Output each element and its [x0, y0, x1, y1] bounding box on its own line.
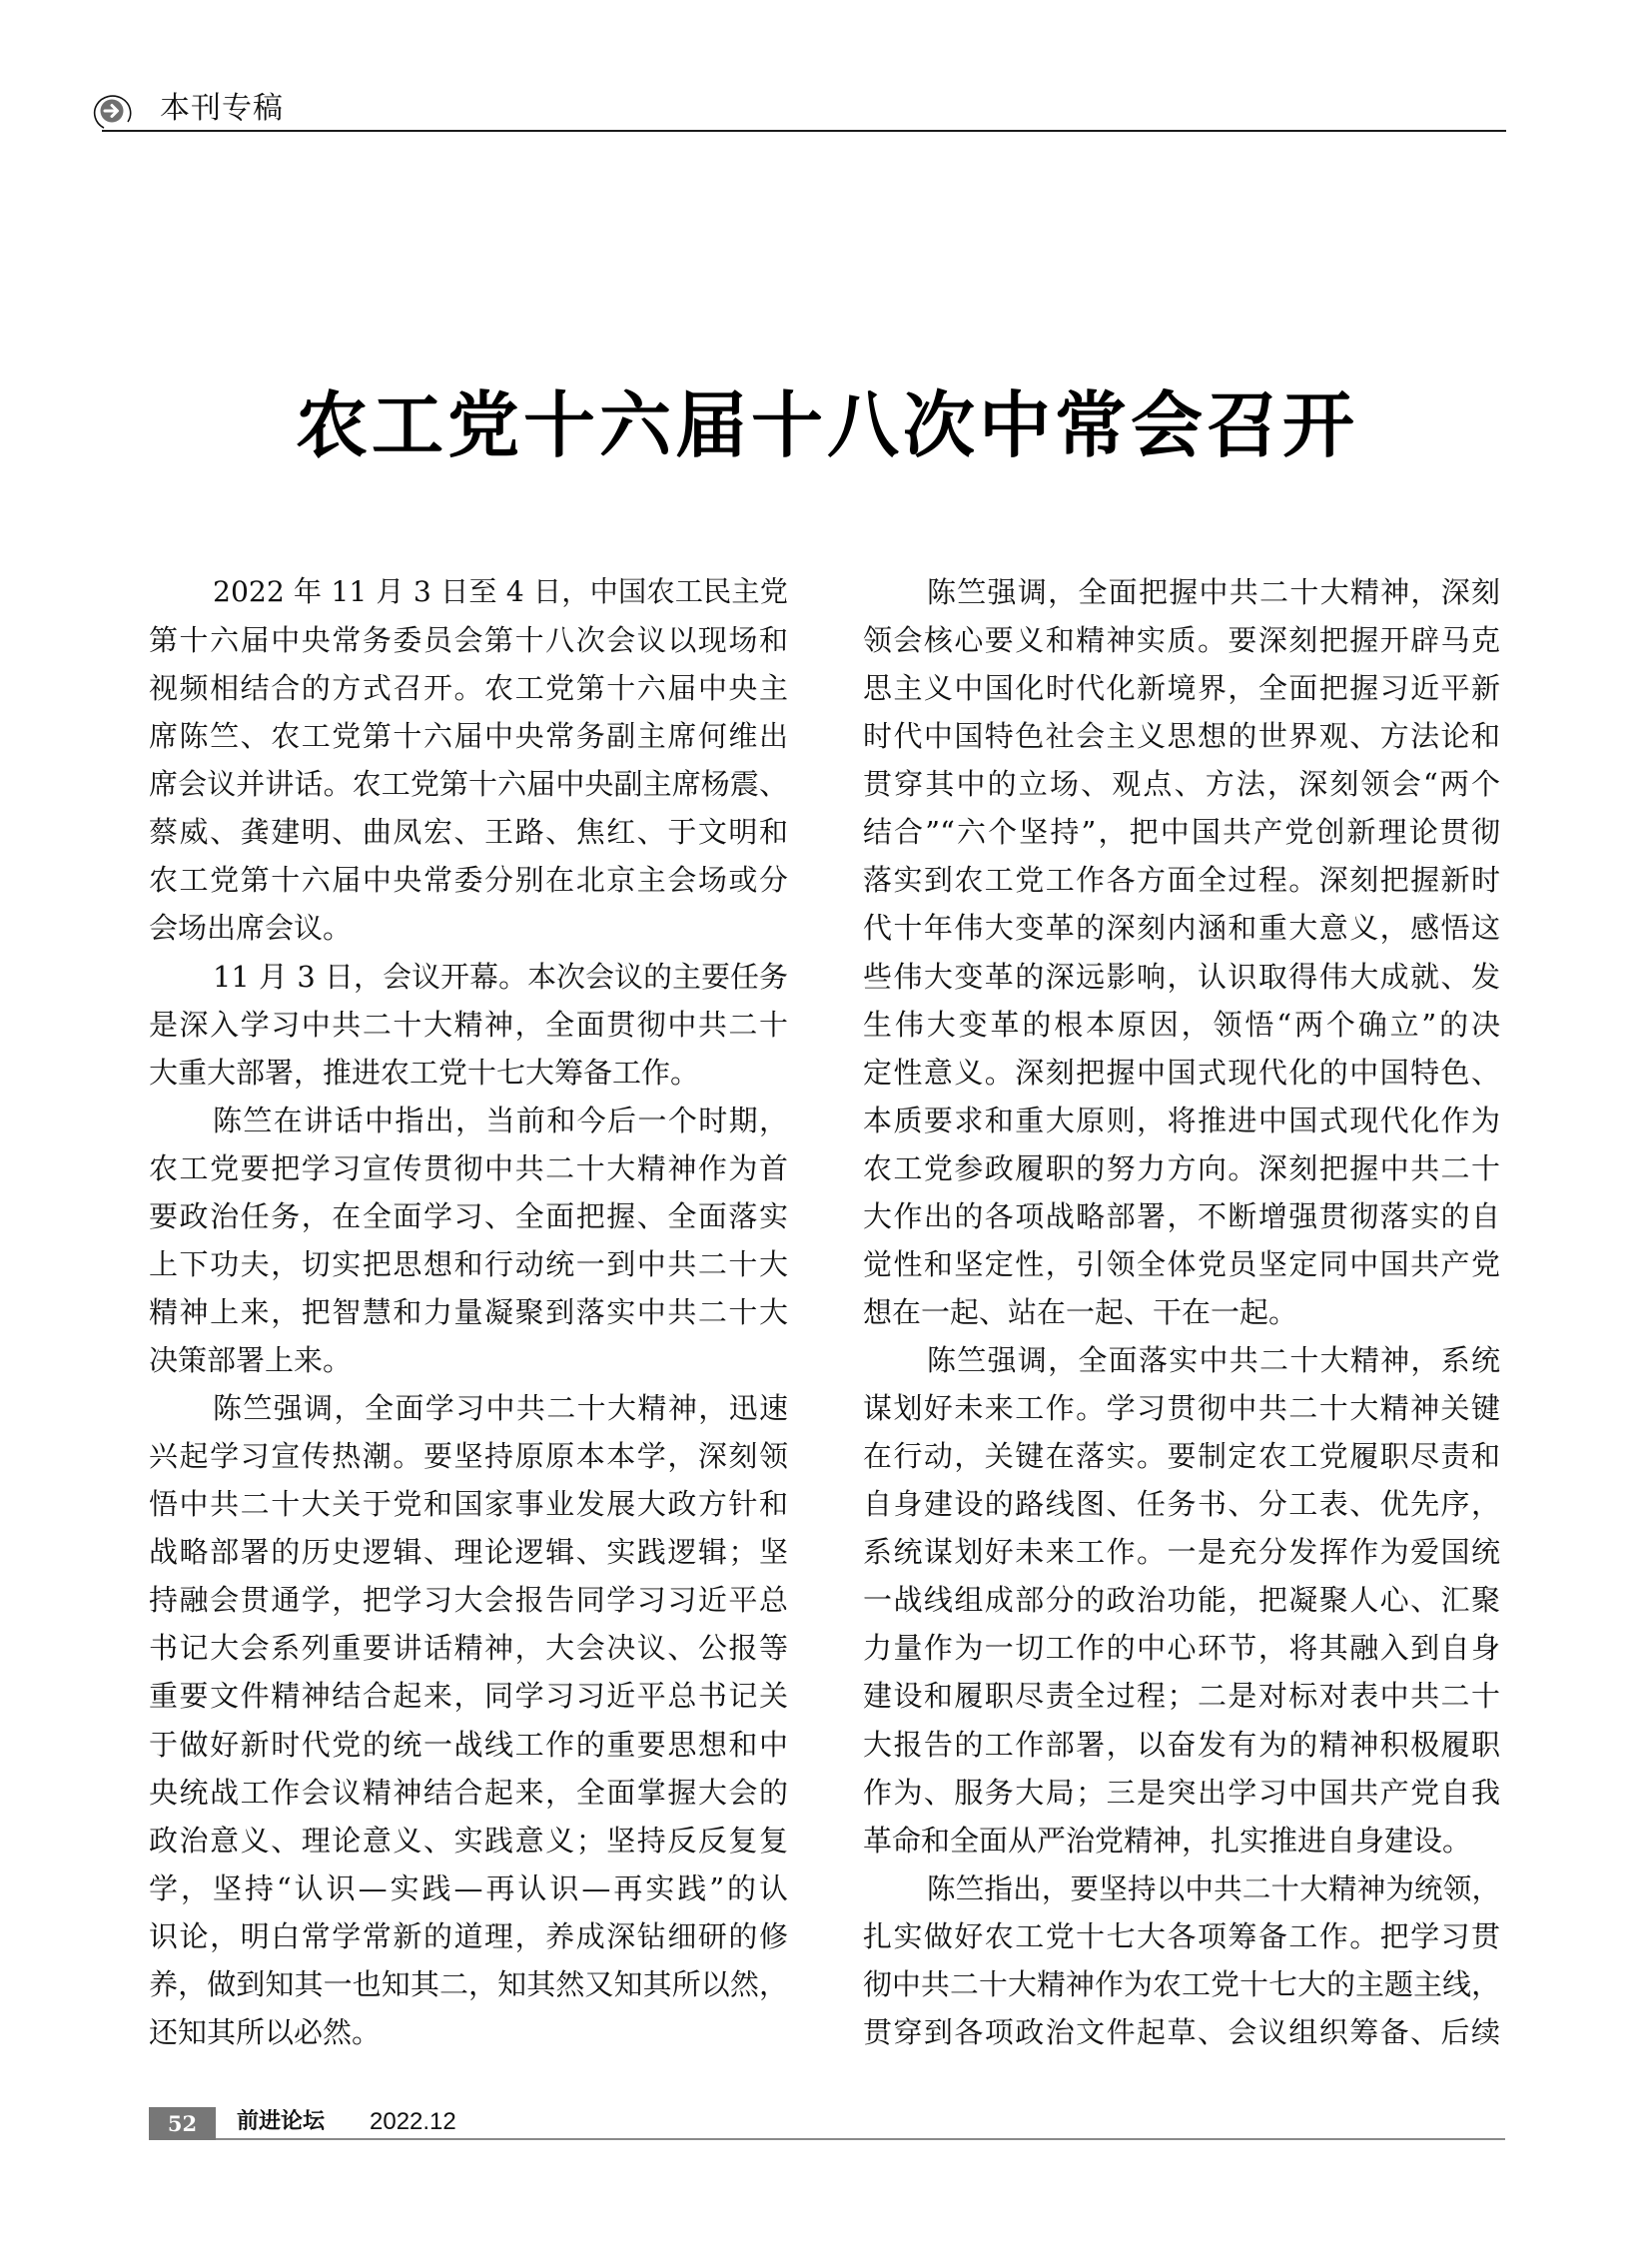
text-line: 陈竺在讲话中指出，当前和今后一个时期，: [213, 1103, 788, 1137]
text-line: 2022 年 11 月 3 日至 4 日，中国农工民主党: [213, 575, 788, 608]
arrow-right-circle-icon: [90, 92, 132, 130]
text-line: 于做好新时代党的统一战线工作的重要思想和中: [149, 1727, 788, 1762]
section-header: [88, 88, 1506, 134]
magazine-name: 前进论坛: [237, 2109, 326, 2134]
text-line: 农工党要把学习宣传贯彻中共二十大精神作为首: [149, 1150, 788, 1185]
text-line: 结合”“六个坚持”，把中国共产党创新理论贯彻: [863, 815, 1500, 850]
text-line: 第十六届中央常务委员会第十八次会议以现场和: [149, 623, 788, 658]
text-line: 席陈竺、农工党第十六届中央常务副主席何维出: [149, 719, 788, 754]
text-line: 陈竺指出，要坚持以中共二十大精神为统领，: [927, 1870, 1500, 1905]
text-line: 系统谋划好未来工作。一是充分发挥作为爱国统: [863, 1535, 1500, 1570]
text-line: 一战线组成部分的政治功能，把凝聚人心、汇聚: [863, 1583, 1500, 1618]
text-line: 贯穿其中的立场、观点、方法，深刻领会“两个: [863, 767, 1500, 802]
text-line: 陈竺强调，全面学习中共二十大精神，迅速: [213, 1391, 788, 1426]
text-line: 书记大会系列重要讲话精神，大会决议、公报等: [149, 1631, 788, 1666]
text-line: 时代中国特色社会主义思想的世界观、方法论和: [863, 719, 1500, 754]
text-line: 是深入学习中共二十大精神，全面贯彻中共二十: [149, 1007, 788, 1042]
page-footer: [149, 2107, 1505, 2141]
text-line: 陈竺强调，全面把握中共二十大精神，深刻: [927, 575, 1500, 609]
text-line: 思主义中国化时代化新境界，全面把握习近平新: [863, 671, 1500, 706]
text-line: 上下功夫，切实把思想和行动统一到中共二十大: [149, 1246, 788, 1281]
text-line: 彻中共二十大精神作为农工党十七大的主题主线，: [863, 1966, 1500, 2001]
text-line: 识论，明白常学常新的道理，养成深钻细研的修: [149, 1918, 788, 1953]
text-line: 决策部署上来。: [149, 1343, 353, 1377]
text-line: 想在一起、站在一起、干在一起。: [863, 1294, 1298, 1329]
text-line: 11 月 3 日，会议开幕。本次会议的主要任务: [213, 959, 788, 994]
text-line: 扎实做好农工党十七大各项筹备工作。把学习贯: [863, 1918, 1500, 1953]
text-line: 学，坚持“认识—实践—再认识—再实践”的认: [149, 1870, 788, 1905]
text-line: 席会议并讲话。农工党第十六届中央副主席杨震、: [149, 767, 788, 802]
right-column: [863, 568, 1500, 2056]
text-line: 重要文件精神结合起来，同学习习近平总书记关: [149, 1679, 788, 1714]
text-line: 定性意义。深刻把握中国式现代化的中国特色、: [863, 1055, 1500, 1090]
header-rule: [102, 130, 1506, 132]
text-line: 在行动，关键在落实。要制定农工党履职尽责和: [863, 1439, 1500, 1474]
text-line: 大重大部署，推进农工党十七大筹备工作。: [149, 1055, 700, 1090]
text-line: 陈竺强调，全面落实中共二十大精神，系统: [927, 1343, 1500, 1377]
text-line: 大报告的工作部署，以奋发有为的精神积极履职: [863, 1727, 1500, 1762]
text-line: 觉性和坚定性，引领全体党员坚定同中国共产党: [863, 1246, 1500, 1281]
text-line: 要政治任务，在全面学习、全面把握、全面落实: [149, 1198, 788, 1233]
text-line: 大作出的各项战略部署，不断增强贯彻落实的自: [863, 1198, 1500, 1233]
text-line: 悟中共二十大关于党和国家事业发展大政方针和: [149, 1487, 788, 1522]
text-line: 精神上来，把智慧和力量凝聚到落实中共二十大: [149, 1294, 788, 1329]
text-line: 央统战工作会议精神结合起来，全面掌握大会的: [149, 1775, 788, 1810]
text-line: 建设和履职尽责全过程；二是对标对表中共二十: [863, 1679, 1500, 1714]
text-line: 蔡威、龚建明、曲凤宏、王路、焦红、于文明和: [149, 815, 788, 850]
text-line: 生伟大变革的根本原因，领悟“两个确立”的决: [863, 1007, 1500, 1042]
text-line: 养，做到知其一也知其二，知其然又知其所以然，: [149, 1966, 788, 2001]
text-line: 兴起学习宣传热潮。要坚持原原本本学，深刻领: [149, 1439, 788, 1474]
text-line: 自身建设的路线图、任务书、分工表、优先序，: [863, 1487, 1500, 1522]
issue-date: 2022.12: [370, 2108, 456, 2135]
article-title: 农工党十六届十八次中常会召开: [296, 383, 1354, 467]
text-line: 落实到农工党工作各方面全过程。深刻把握新时: [863, 863, 1500, 898]
text-line: 本质要求和重大原则，将推进中国式现代化作为: [863, 1103, 1500, 1137]
text-line: 革命和全面从严治党精神，扎实推进自身建设。: [863, 1823, 1472, 1858]
text-line: 力量作为一切工作的中心环节，将其融入到自身: [863, 1631, 1500, 1666]
text-line: 领会核心要义和精神实质。要深刻把握开辟马克: [863, 623, 1500, 658]
text-line: 会场出席会议。: [149, 911, 353, 946]
text-line: 政治意义、理论意义、实践意义；坚持反反复复: [149, 1823, 788, 1858]
text-line: 农工党参政履职的努力方向。深刻把握中共二十: [863, 1150, 1500, 1185]
section-label: 本刊专稿: [160, 91, 284, 126]
text-line: 作为、服务大局；三是突出学习中国共产党自我: [863, 1775, 1500, 1810]
text-line: 谋划好未来工作。学习贯彻中共二十大精神关键: [863, 1391, 1500, 1426]
text-line: 战略部署的历史逻辑、理论逻辑、实践逻辑；坚: [149, 1535, 788, 1570]
text-line: 些伟大变革的深远影响，认识取得伟大成就、发: [863, 959, 1500, 994]
text-line: 贯穿到各项政治文件起草、会议组织筹备、后续: [863, 2014, 1500, 2049]
text-line: 持融会贯通学，把学习大会报告同学习习近平总: [149, 1583, 788, 1618]
text-line: 视频相结合的方式召开。农工党第十六届中央主: [149, 671, 788, 706]
text-line: 还知其所以必然。: [149, 2014, 382, 2049]
text-line: 农工党第十六届中央常委分别在北京主会场或分: [149, 863, 788, 898]
text-line: 代十年伟大变革的深刻内涵和重大意义，感悟这: [863, 911, 1500, 946]
footer-rule: [216, 2138, 1505, 2140]
left-column: [149, 568, 788, 2056]
page-number: 52: [149, 2107, 216, 2140]
